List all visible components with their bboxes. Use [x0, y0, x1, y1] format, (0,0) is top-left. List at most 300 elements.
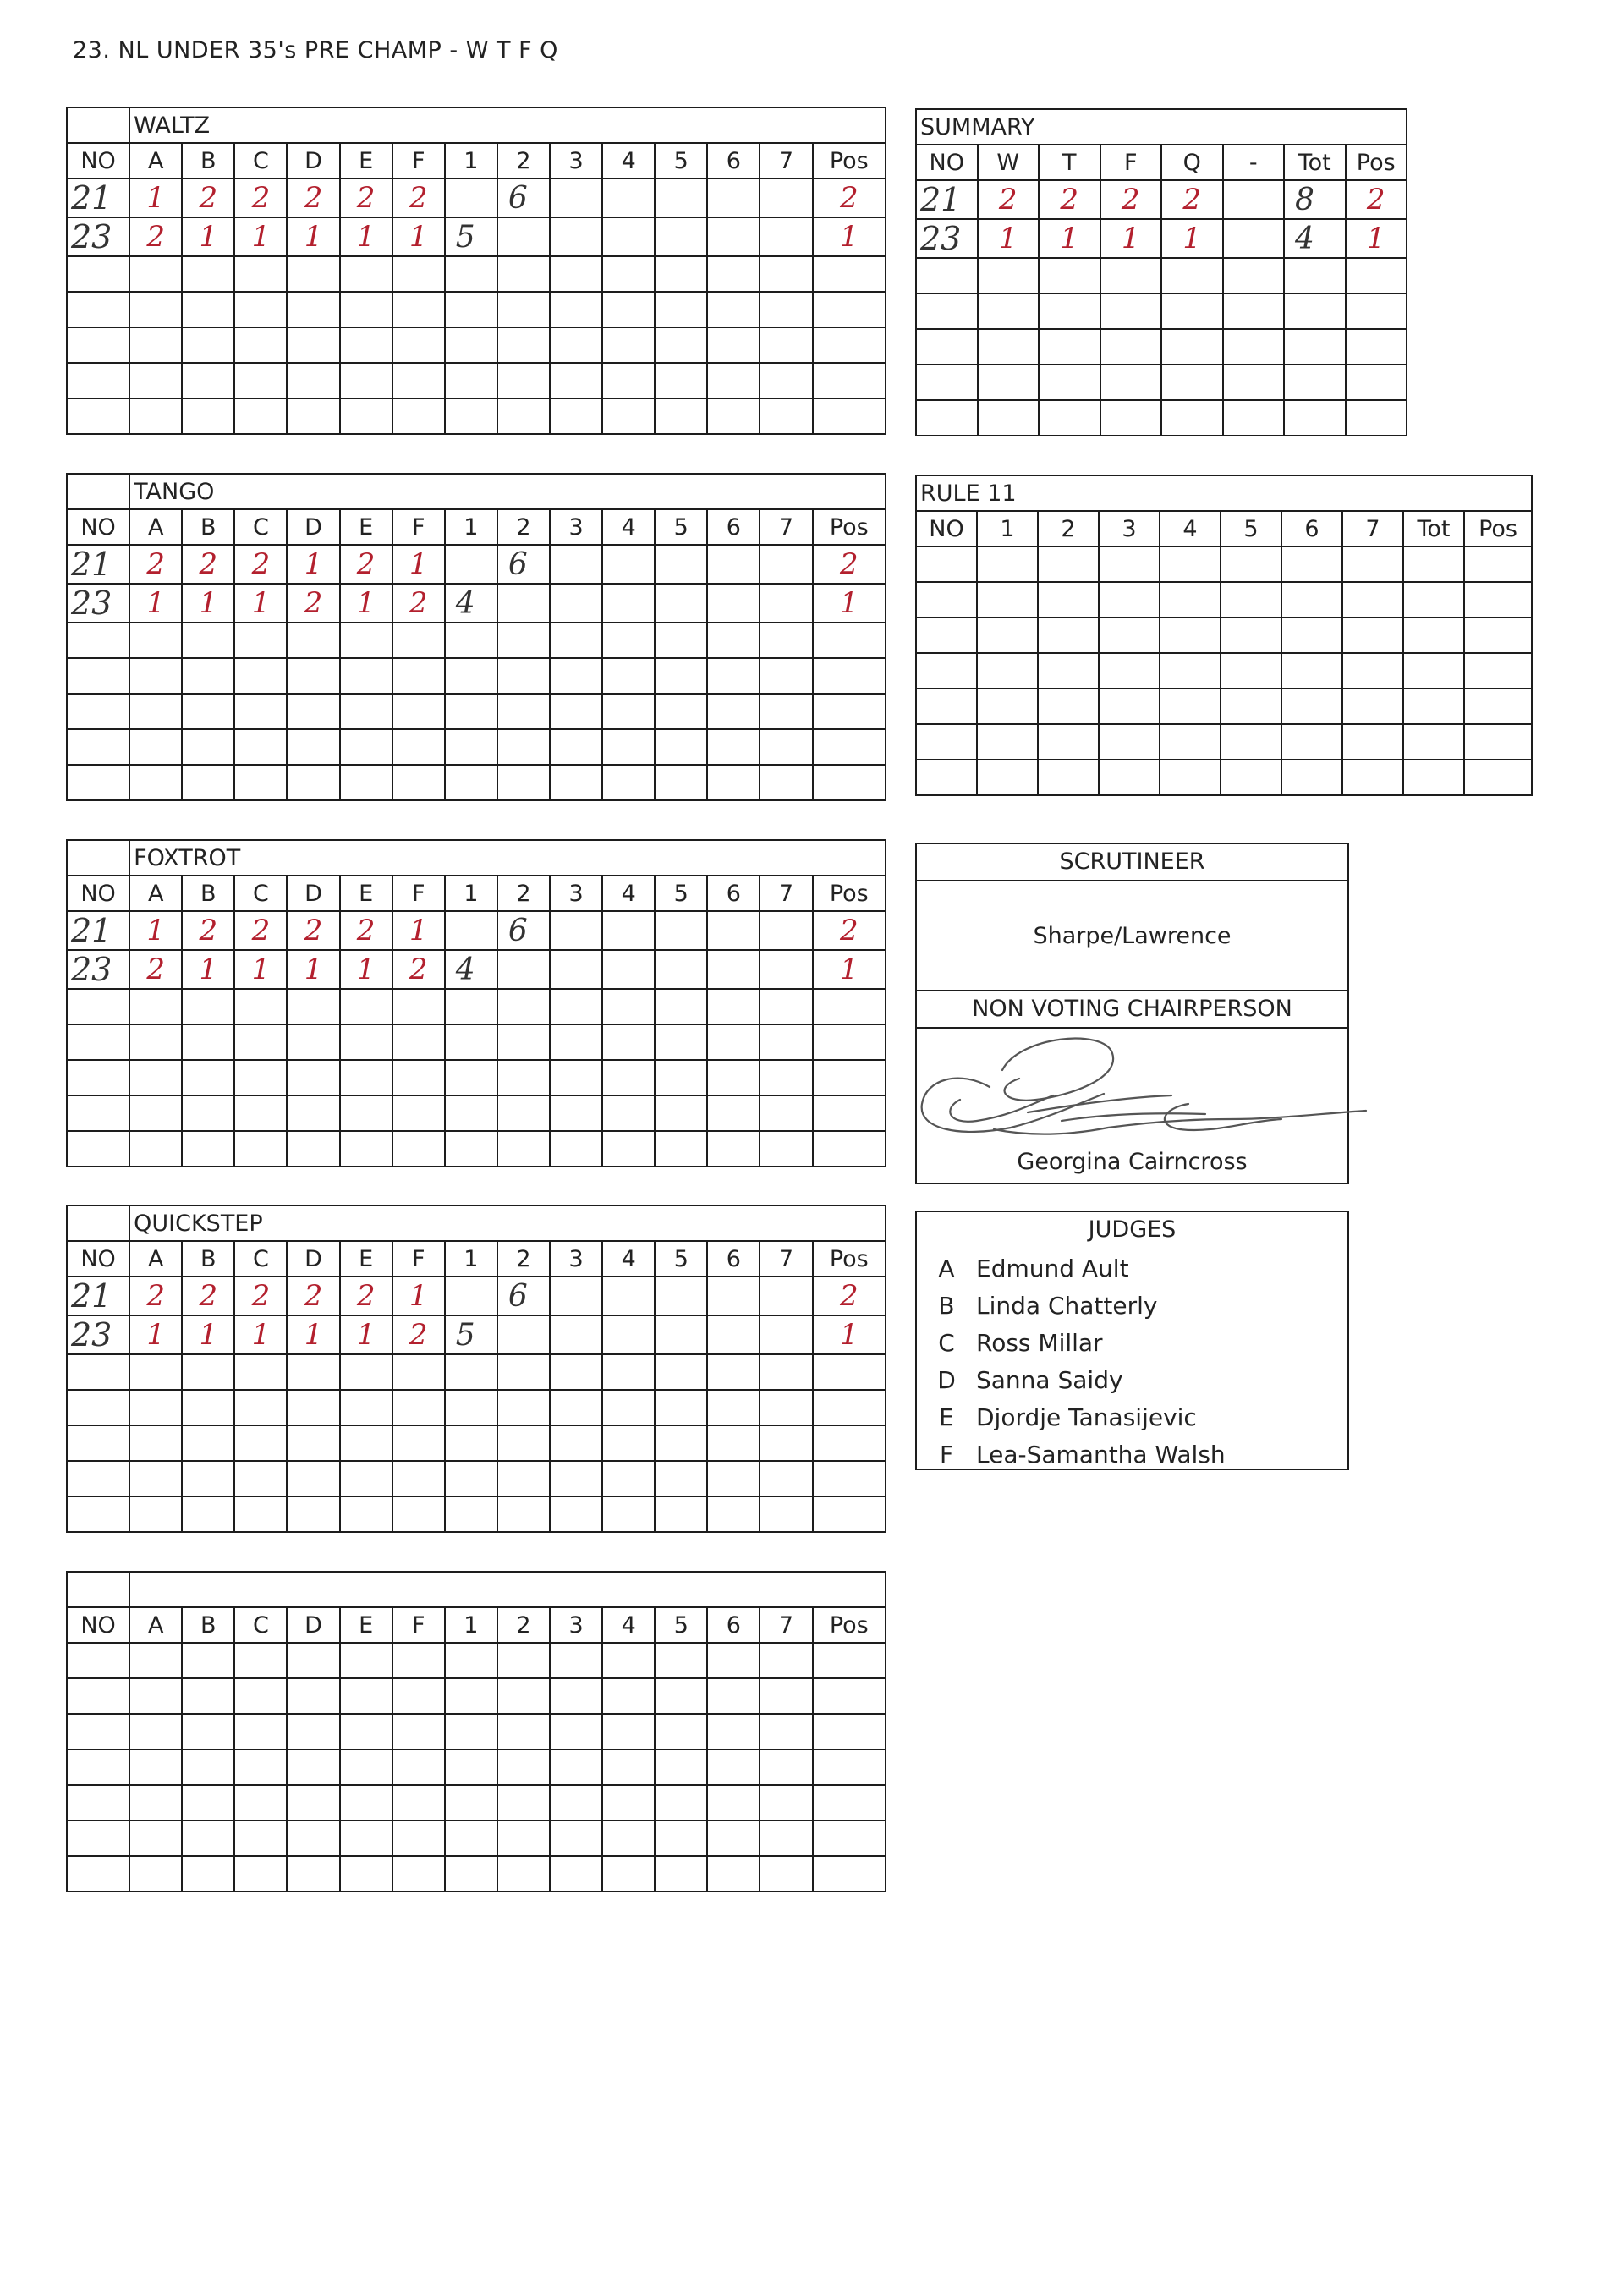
mark-cell: [602, 1820, 655, 1856]
couple-number: [916, 294, 978, 329]
mark-cell: 1: [234, 584, 287, 623]
value-cell: [1346, 400, 1407, 436]
mark-cell: [602, 1315, 655, 1354]
value-cell: [1281, 653, 1342, 689]
table-row: [916, 618, 1532, 653]
position-cell: [813, 1749, 886, 1785]
couple-number: [916, 724, 977, 760]
value-cell: [1342, 618, 1403, 653]
mark-cell: [707, 1461, 760, 1496]
value-cell: [1342, 546, 1403, 582]
mark-cell: [129, 1643, 182, 1678]
couple-number: [916, 689, 977, 724]
table-row: [67, 363, 886, 398]
couple-number: [67, 1060, 129, 1095]
mark-cell: [655, 217, 707, 256]
mark-cell: [392, 1390, 445, 1425]
table-row: [67, 1856, 886, 1891]
couple-number: [67, 729, 129, 765]
value-cell: [977, 546, 1038, 582]
mark-cell: [602, 729, 655, 765]
mark-cell: 2: [182, 1277, 234, 1315]
mark-cell: 1: [287, 217, 339, 256]
column-header: F: [392, 876, 445, 911]
position-cell: [813, 658, 886, 694]
column-header: 1: [445, 143, 497, 178]
mark-cell: [655, 765, 707, 800]
mark-cell: [707, 694, 760, 729]
mark-cell: [602, 1785, 655, 1820]
mark-cell: [340, 1678, 392, 1714]
value-cell: [1039, 365, 1100, 400]
mark-cell: [129, 363, 182, 398]
judges-box: [915, 1211, 1349, 1470]
mark-cell: [655, 1820, 707, 1856]
mark-cell: 2: [287, 584, 339, 623]
column-header: 4: [602, 1607, 655, 1643]
mark-cell: [497, 765, 550, 800]
value-cell: [1346, 365, 1407, 400]
position-cell: [813, 1131, 886, 1167]
mark-cell: [445, 1024, 497, 1060]
mark-cell: 5: [445, 1315, 497, 1354]
dance-name: [129, 1572, 886, 1607]
value-cell: [1223, 219, 1285, 258]
column-header: 3: [1099, 511, 1160, 546]
mark-cell: [707, 1390, 760, 1425]
column-header: 1: [445, 1241, 497, 1277]
table-row: [916, 180, 1407, 219]
value-cell: [1464, 582, 1532, 618]
mark-cell: [182, 765, 234, 800]
couple-number: [916, 760, 977, 795]
column-header: E: [340, 1241, 392, 1277]
column-header: T: [1039, 145, 1100, 180]
table-row: [67, 256, 886, 292]
mark-cell: [707, 623, 760, 658]
mark-cell: [234, 1060, 287, 1095]
column-header: 5: [655, 1607, 707, 1643]
value-cell: [1464, 618, 1532, 653]
value-cell: [1342, 653, 1403, 689]
column-header: 6: [707, 143, 760, 178]
mark-cell: [182, 623, 234, 658]
mark-cell: [129, 292, 182, 327]
couple-number: [67, 989, 129, 1024]
mark-cell: [760, 1856, 812, 1891]
table-row: [67, 989, 886, 1024]
mark-cell: [129, 1390, 182, 1425]
mark-cell: 2: [340, 545, 392, 584]
column-header: E: [340, 143, 392, 178]
mark-cell: 2: [182, 178, 234, 217]
mark-cell: [287, 1425, 339, 1461]
mark-cell: [182, 1060, 234, 1095]
mark-cell: [445, 1785, 497, 1820]
position-cell: [813, 1461, 886, 1496]
mark-cell: [602, 545, 655, 584]
value-cell: 1: [978, 219, 1040, 258]
mark-cell: [550, 1749, 602, 1785]
table-row: [67, 327, 886, 363]
mark-cell: [129, 658, 182, 694]
table-row: [916, 219, 1407, 258]
mark-cell: [550, 217, 602, 256]
mark-cell: [340, 363, 392, 398]
column-header: NO: [67, 1241, 129, 1277]
mark-cell: [129, 989, 182, 1024]
column-header: NO: [67, 1607, 129, 1643]
value-cell: [1160, 618, 1221, 653]
value-cell: [1342, 760, 1403, 795]
mark-cell: [760, 584, 812, 623]
mark-cell: [234, 1024, 287, 1060]
column-header: C: [234, 509, 287, 545]
mark-cell: 1: [234, 217, 287, 256]
column-header: 1: [445, 876, 497, 911]
mark-cell: [287, 1496, 339, 1532]
value-cell: [1221, 724, 1281, 760]
mark-cell: 1: [129, 178, 182, 217]
value-cell: [978, 258, 1040, 294]
judge-row: [917, 1436, 1347, 1473]
couple-number: [67, 292, 129, 327]
mark-cell: [445, 1390, 497, 1425]
mark-cell: [234, 729, 287, 765]
couple-number: [67, 1390, 129, 1425]
mark-cell: [760, 256, 812, 292]
mark-cell: 2: [287, 1277, 339, 1315]
mark-cell: [340, 1390, 392, 1425]
position-cell: [813, 1785, 886, 1820]
mark-cell: [707, 363, 760, 398]
mark-cell: [445, 178, 497, 217]
column-header: B: [182, 143, 234, 178]
mark-cell: [760, 1714, 812, 1749]
mark-cell: [234, 1714, 287, 1749]
mark-cell: [707, 658, 760, 694]
column-header: 6: [707, 509, 760, 545]
mark-cell: [234, 398, 287, 434]
column-header: NO: [67, 509, 129, 545]
judges-list: [917, 1249, 1347, 1473]
mark-cell: 1: [129, 1315, 182, 1354]
mark-cell: [497, 1643, 550, 1678]
value-cell: [1281, 689, 1342, 724]
dance-name-spacer: [67, 840, 129, 876]
table-row: [916, 400, 1407, 436]
mark-cell: 1: [287, 950, 339, 989]
mark-cell: 2: [129, 1277, 182, 1315]
column-header: NO: [916, 145, 978, 180]
position-cell: [813, 1425, 886, 1461]
mark-cell: [760, 950, 812, 989]
mark-cell: [234, 292, 287, 327]
mark-cell: [392, 765, 445, 800]
couple-number: 21: [916, 180, 978, 219]
value-cell: [1284, 365, 1346, 400]
mark-cell: [760, 1131, 812, 1167]
mark-cell: [340, 1024, 392, 1060]
judge-name: Lea-Samantha Walsh: [976, 1440, 1226, 1469]
position-cell: [813, 398, 886, 434]
column-header: 4: [602, 509, 655, 545]
column-header: C: [234, 1607, 287, 1643]
mark-cell: [550, 1856, 602, 1891]
value-cell: [1100, 329, 1162, 365]
couple-number: [67, 1095, 129, 1131]
mark-cell: [182, 1131, 234, 1167]
mark-cell: [655, 1496, 707, 1532]
dance-name: FOXTROT: [129, 840, 886, 876]
column-header: 7: [760, 1241, 812, 1277]
value-cell: [1221, 582, 1281, 618]
mark-cell: [707, 1277, 760, 1315]
value-cell: [1099, 689, 1160, 724]
table-row: [67, 1060, 886, 1095]
mark-cell: [392, 1678, 445, 1714]
mark-cell: [550, 1095, 602, 1131]
value-cell: [1039, 258, 1100, 294]
mark-cell: [392, 1425, 445, 1461]
position-cell: 2: [813, 178, 886, 217]
mark-cell: [760, 292, 812, 327]
table-row: [67, 658, 886, 694]
table-row: [67, 1315, 886, 1354]
value-cell: 2: [1100, 180, 1162, 219]
position-cell: [813, 1095, 886, 1131]
mark-cell: [707, 765, 760, 800]
mark-cell: 4: [445, 584, 497, 623]
column-header: A: [129, 1607, 182, 1643]
mark-cell: [655, 256, 707, 292]
mark-cell: [707, 950, 760, 989]
mark-cell: [340, 1461, 392, 1496]
table-row: [67, 1131, 886, 1167]
couple-number: [67, 1461, 129, 1496]
value-cell: [1221, 653, 1281, 689]
mark-cell: [707, 217, 760, 256]
value-cell: [1221, 760, 1281, 795]
table-row: [67, 911, 886, 950]
column-header: C: [234, 1241, 287, 1277]
table-row: [916, 689, 1532, 724]
mark-cell: [287, 1390, 339, 1425]
position-cell: 1: [813, 217, 886, 256]
mark-cell: [497, 1749, 550, 1785]
value-cell: [1223, 329, 1285, 365]
column-header: F: [392, 509, 445, 545]
mark-cell: [602, 178, 655, 217]
mark-cell: [760, 1785, 812, 1820]
value-cell: [1223, 180, 1285, 219]
dance-name: QUICKSTEP: [129, 1205, 886, 1241]
mark-cell: [340, 1496, 392, 1532]
couple-number: [916, 400, 978, 436]
mark-cell: [182, 1785, 234, 1820]
value-cell: [1223, 294, 1285, 329]
mark-cell: [602, 292, 655, 327]
value-cell: [1346, 294, 1407, 329]
mark-cell: [550, 1785, 602, 1820]
position-cell: [813, 694, 886, 729]
mark-cell: [550, 584, 602, 623]
mark-cell: 2: [234, 545, 287, 584]
value-cell: [1099, 724, 1160, 760]
mark-cell: 1: [340, 217, 392, 256]
column-header: 5: [655, 1241, 707, 1277]
mark-cell: [602, 1131, 655, 1167]
dance-name-spacer: [67, 1572, 129, 1607]
mark-cell: [129, 1820, 182, 1856]
mark-cell: [287, 1785, 339, 1820]
value-cell: [1038, 653, 1099, 689]
mark-cell: [760, 694, 812, 729]
mark-cell: [287, 1714, 339, 1749]
mark-cell: [234, 658, 287, 694]
value-cell: [1464, 653, 1532, 689]
mark-cell: [550, 1354, 602, 1390]
mark-cell: [340, 1749, 392, 1785]
value-cell: [1284, 294, 1346, 329]
value-cell: [1160, 582, 1221, 618]
value-cell: 1: [1039, 219, 1100, 258]
mark-cell: [392, 989, 445, 1024]
couple-number: [67, 256, 129, 292]
mark-cell: [655, 1749, 707, 1785]
value-cell: [1161, 329, 1223, 365]
dance-table-blank: [66, 1571, 886, 1892]
mark-cell: [707, 729, 760, 765]
mark-cell: [707, 584, 760, 623]
column-header: 6: [707, 876, 760, 911]
value-cell: 2: [1346, 180, 1407, 219]
mark-cell: [182, 1095, 234, 1131]
couple-number: [67, 1856, 129, 1891]
value-cell: [1346, 258, 1407, 294]
mark-cell: [602, 1390, 655, 1425]
mark-cell: [234, 1643, 287, 1678]
mark-cell: [707, 1820, 760, 1856]
mark-cell: [392, 1354, 445, 1390]
mark-cell: [340, 1856, 392, 1891]
mark-cell: [760, 398, 812, 434]
mark-cell: [760, 911, 812, 950]
mark-cell: [760, 1749, 812, 1785]
mark-cell: [655, 1678, 707, 1714]
couple-number: [916, 653, 977, 689]
table-row: [67, 217, 886, 256]
value-cell: [1464, 724, 1532, 760]
value-cell: [977, 618, 1038, 653]
mark-cell: [340, 658, 392, 694]
couple-number: [916, 258, 978, 294]
mark-cell: [392, 363, 445, 398]
mark-cell: [707, 327, 760, 363]
judge-letter: D: [937, 1365, 956, 1394]
couple-number: [67, 1678, 129, 1714]
mark-cell: [497, 1856, 550, 1891]
mark-cell: [340, 1785, 392, 1820]
value-cell: [1099, 653, 1160, 689]
position-cell: [813, 1060, 886, 1095]
mark-cell: [760, 1315, 812, 1354]
mark-cell: [234, 1461, 287, 1496]
mark-cell: 1: [287, 545, 339, 584]
couple-number: [67, 327, 129, 363]
position-cell: [813, 1678, 886, 1714]
table-row: [67, 398, 886, 434]
value-cell: [1223, 258, 1285, 294]
mark-cell: [602, 694, 655, 729]
column-header: Q: [1161, 145, 1223, 180]
mark-cell: [182, 327, 234, 363]
mark-cell: [707, 1749, 760, 1785]
mark-cell: [707, 1856, 760, 1891]
mark-cell: [497, 1095, 550, 1131]
mark-cell: 1: [340, 950, 392, 989]
mark-cell: [392, 1643, 445, 1678]
mark-cell: [760, 1678, 812, 1714]
value-cell: [1039, 400, 1100, 436]
dance-table-tango: [66, 473, 886, 801]
mark-cell: 1: [129, 911, 182, 950]
mark-cell: [550, 1461, 602, 1496]
judge-row: [917, 1287, 1347, 1324]
mark-cell: [182, 1749, 234, 1785]
mark-cell: [760, 217, 812, 256]
column-header: 5: [655, 143, 707, 178]
couple-number: [67, 1354, 129, 1390]
mark-cell: 1: [340, 584, 392, 623]
mark-cell: 2: [129, 217, 182, 256]
couple-number: 23: [916, 219, 978, 258]
column-header: D: [287, 509, 339, 545]
value-cell: [1221, 618, 1281, 653]
couple-number: [67, 1714, 129, 1749]
mark-cell: [445, 545, 497, 584]
mark-cell: [287, 256, 339, 292]
column-header: 2: [497, 509, 550, 545]
mark-cell: [760, 1643, 812, 1678]
mark-cell: [182, 658, 234, 694]
mark-cell: [655, 989, 707, 1024]
mark-cell: [182, 292, 234, 327]
mark-cell: [550, 178, 602, 217]
mark-cell: [497, 217, 550, 256]
mark-cell: [129, 623, 182, 658]
value-cell: [1221, 546, 1281, 582]
mark-cell: [497, 623, 550, 658]
mark-cell: 6: [497, 545, 550, 584]
mark-cell: [392, 623, 445, 658]
mark-cell: 1: [182, 584, 234, 623]
judge-letter: B: [938, 1291, 955, 1320]
value-cell: [1403, 724, 1464, 760]
table-row: [67, 694, 886, 729]
mark-cell: [392, 1785, 445, 1820]
mark-cell: [340, 694, 392, 729]
dance-table-quickstep: [66, 1205, 886, 1533]
judge-name: Ross Millar: [976, 1328, 1103, 1357]
mark-cell: [234, 623, 287, 658]
column-header: 1: [977, 511, 1038, 546]
mark-cell: 6: [497, 1277, 550, 1315]
judge-letter: E: [939, 1403, 954, 1431]
position-cell: [813, 327, 886, 363]
mark-cell: 2: [182, 911, 234, 950]
table-row: [67, 1425, 886, 1461]
